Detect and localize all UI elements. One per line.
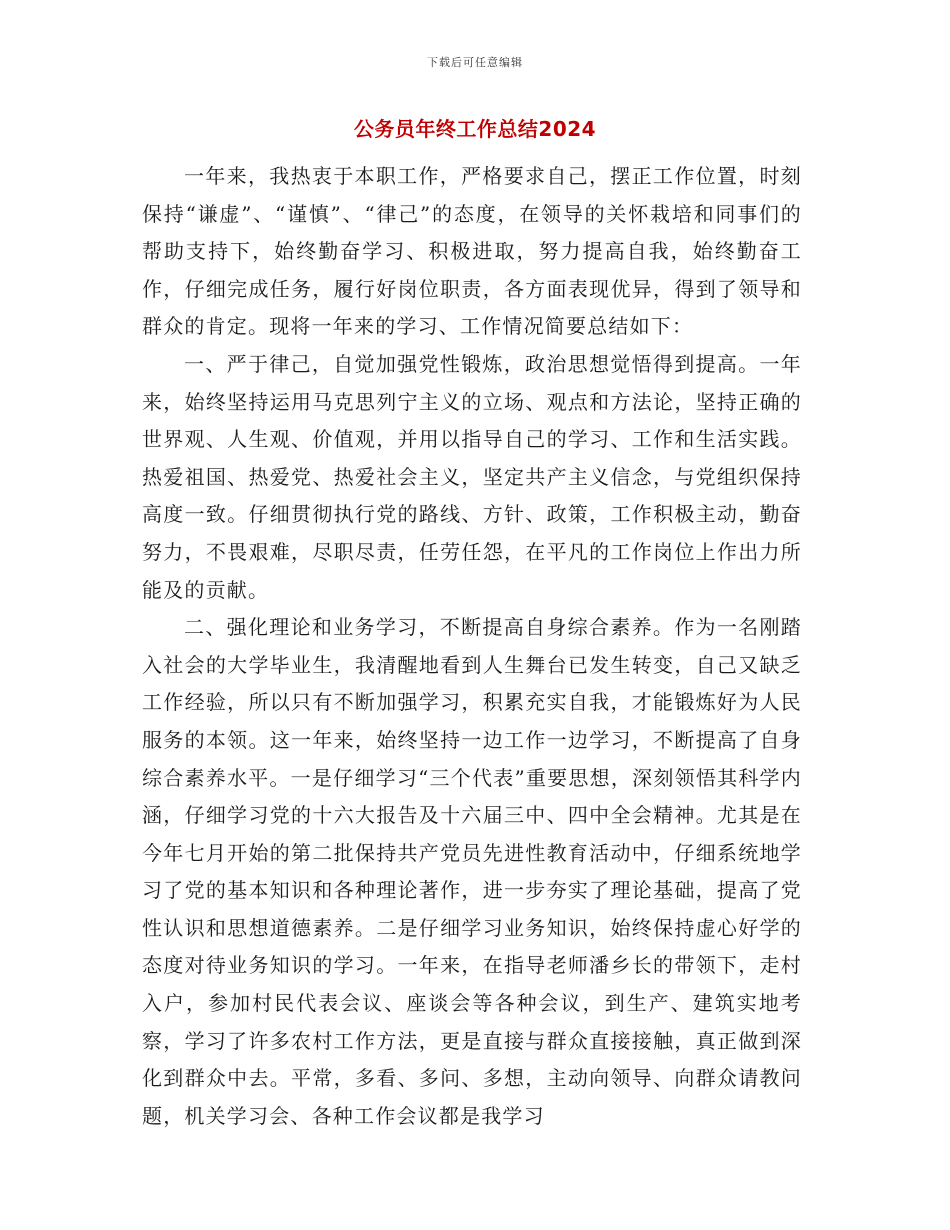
document-body — [142, 158, 802, 1135]
paragraph-intro: 一年来，我热衷于本职工作，严格要求自己，摆正工作位置，时刻保持“谦虚”、“谨慎”、“律己”的态度，在领导的关怀栽培和同事们的帮助支持下，始终勤奋学习、积极进取，努力提高自我，始终勤奋工作，仔细完成任务，履行好岗位职责，各方面表现优异，得到了领导和群众的肯定。现将一年来的学习、工作情况简要总结如下： — [142, 164, 802, 339]
paragraph-section-two: 二、强化理论和业务学习，不断提高自身综合素养。作为一名刚踏入社会的大学毕业生，我清醒地看到人生舞台已发生转变，自己又缺乏工作经验，所以只有不断加强学习，积累充实自我，才能锻炼好为人民服务的本领。这一年来，始终坚持一边工作一边学习，不断提高了自身综合素养水平。一是仔细学习“三个代表”重要思想，深刻领悟其科学内涵，仔细学习党的十六大报告及十六届三中、四中全会精神。尤其是在今年七月开始的第二批保持共产党员先进性教育活动中，仔细系统地学习了党的基本知识和各种理论著作，进一步夯实了理论基础，提高了党性认识和思想道德素养。二是仔细学习业务知识，始终保持虚心好学的态度对待业务知识的学习。一年来，在指导老师潘乡长的带领下，走村入户，参加村民代表会议、座谈会等各种会议，到生产、建筑实地考察，学习了许多农村工作方法，更是直接与群众直接接触，真正做到深化到群众中去。平常，多看、多问、多想，主动向领导、向群众请教问题，机关学习会、各种工作会议都是我学习 — [142, 615, 802, 1128]
page-header: 下载后可任意编辑 — [427, 56, 523, 69]
paragraph-section-one: 一、严于律己，自觉加强党性锻炼，政治思想觉悟得到提高。一年来，始终坚持运用马克思列宁主义的立场、观点和方法论，坚持正确的世界观、人生观、价值观，并用以指导自己的学习、工作和生活实践。热爱祖国、热爱党、热爱社会主义，坚定共产主义信念，与党组织保持高度一致。仔细贯彻执行党的路线、方针、政策，工作积极主动，勤奋努力，不畏艰难，尽职尽责，任劳任怨，在平凡的工作岗位上作出力所能及的贡献。 — [142, 351, 802, 602]
document-title: 公务员年终工作总结2024 — [353, 117, 597, 141]
